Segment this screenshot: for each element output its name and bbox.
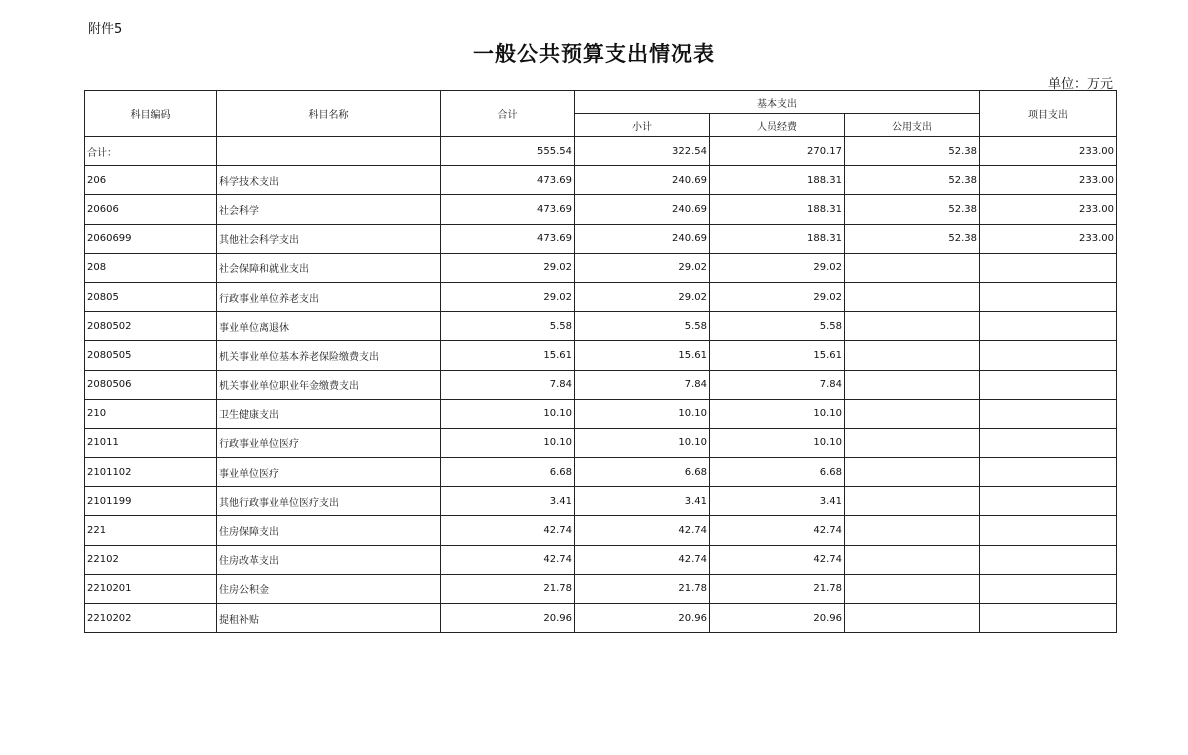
header-basic: 基本支出 [575, 91, 980, 114]
cell-personnel: 29.02 [710, 253, 845, 282]
table-row [85, 516, 1117, 545]
cell-total: 20.96 [441, 604, 575, 633]
cell-code: 2101102 [85, 458, 217, 487]
cell-name: 社会科学 [217, 195, 441, 224]
cell-name: 其他社会科学支出 [217, 224, 441, 253]
cell-project: 233.00 [980, 137, 1117, 166]
table-row [85, 545, 1117, 574]
cell-name: 住房公积金 [217, 574, 441, 603]
cell-personnel: 10.10 [710, 399, 845, 428]
cell-code: 206 [85, 166, 217, 195]
header-code: 科目编码 [85, 91, 217, 137]
header-subtotal: 小计 [575, 114, 710, 137]
cell-name: 其他行政事业单位医疗支出 [217, 487, 441, 516]
cell-name: 卫生健康支出 [217, 399, 441, 428]
cell-public [845, 341, 980, 370]
cell-subtotal: 7.84 [575, 370, 710, 399]
table-row [85, 282, 1117, 311]
cell-personnel: 21.78 [710, 574, 845, 603]
cell-total: 473.69 [441, 224, 575, 253]
cell-total: 29.02 [441, 253, 575, 282]
table-row [85, 137, 1117, 166]
cell-total: 6.68 [441, 458, 575, 487]
cell-public [845, 487, 980, 516]
table-row [85, 370, 1117, 399]
cell-project [980, 574, 1117, 603]
cell-code: 20606 [85, 195, 217, 224]
cell-subtotal: 20.96 [575, 604, 710, 633]
cell-subtotal: 10.10 [575, 399, 710, 428]
cell-subtotal: 21.78 [575, 574, 710, 603]
cell-public: 52.38 [845, 137, 980, 166]
cell-public [845, 516, 980, 545]
cell-subtotal: 6.68 [575, 458, 710, 487]
cell-public [845, 604, 980, 633]
cell-name: 住房保障支出 [217, 516, 441, 545]
table-row [85, 458, 1117, 487]
cell-code: 2080502 [85, 312, 217, 341]
page-title: 一般公共预算支出情况表 [473, 41, 715, 66]
cell-code: 2210202 [85, 604, 217, 633]
cell-name: 社会保障和就业支出 [217, 253, 441, 282]
table-row [85, 312, 1117, 341]
cell-public [845, 370, 980, 399]
cell-name: 行政事业单位养老支出 [217, 282, 441, 311]
cell-subtotal: 3.41 [575, 487, 710, 516]
cell-code: 2210201 [85, 574, 217, 603]
cell-total: 7.84 [441, 370, 575, 399]
cell-name: 行政事业单位医疗 [217, 428, 441, 457]
cell-personnel: 3.41 [710, 487, 845, 516]
table-row [85, 166, 1117, 195]
header-public: 公用支出 [845, 114, 980, 137]
cell-project [980, 604, 1117, 633]
cell-personnel: 188.31 [710, 166, 845, 195]
cell-total: 10.10 [441, 428, 575, 457]
cell-personnel: 270.17 [710, 137, 845, 166]
cell-personnel: 20.96 [710, 604, 845, 633]
unit-label: 单位：万元 [1047, 77, 1113, 92]
cell-subtotal: 29.02 [575, 282, 710, 311]
cell-subtotal: 240.69 [575, 166, 710, 195]
table-body [85, 137, 1117, 633]
cell-code: 2060699 [85, 224, 217, 253]
cell-subtotal: 240.69 [575, 224, 710, 253]
cell-total: 42.74 [441, 516, 575, 545]
header-total: 合计 [441, 91, 575, 137]
cell-public [845, 574, 980, 603]
cell-project [980, 370, 1117, 399]
cell-subtotal: 5.58 [575, 312, 710, 341]
cell-public [845, 253, 980, 282]
table-row [85, 253, 1117, 282]
cell-project [980, 282, 1117, 311]
cell-code: 2080505 [85, 341, 217, 370]
cell-subtotal: 240.69 [575, 195, 710, 224]
cell-subtotal: 42.74 [575, 516, 710, 545]
cell-personnel: 42.74 [710, 516, 845, 545]
cell-personnel: 42.74 [710, 545, 845, 574]
table-row [85, 428, 1117, 457]
cell-project [980, 312, 1117, 341]
table-row [85, 224, 1117, 253]
cell-personnel: 29.02 [710, 282, 845, 311]
cell-project [980, 458, 1117, 487]
budget-table [84, 90, 1117, 633]
cell-public [845, 545, 980, 574]
cell-public [845, 428, 980, 457]
cell-total: 473.69 [441, 195, 575, 224]
cell-personnel: 10.10 [710, 428, 845, 457]
cell-code: 21011 [85, 428, 217, 457]
cell-public [845, 458, 980, 487]
cell-personnel: 6.68 [710, 458, 845, 487]
cell-total: 555.54 [441, 137, 575, 166]
cell-total: 3.41 [441, 487, 575, 516]
cell-name: 事业单位离退休 [217, 312, 441, 341]
cell-subtotal: 15.61 [575, 341, 710, 370]
table-row [85, 604, 1117, 633]
cell-total: 42.74 [441, 545, 575, 574]
cell-code: 20805 [85, 282, 217, 311]
cell-code: 2080506 [85, 370, 217, 399]
cell-name: 事业单位医疗 [217, 458, 441, 487]
cell-code: 208 [85, 253, 217, 282]
cell-code: 22102 [85, 545, 217, 574]
cell-total: 29.02 [441, 282, 575, 311]
cell-public [845, 282, 980, 311]
cell-personnel: 5.58 [710, 312, 845, 341]
cell-name: 机关事业单位基本养老保险缴费支出 [217, 341, 441, 370]
cell-subtotal: 42.74 [575, 545, 710, 574]
cell-subtotal: 29.02 [575, 253, 710, 282]
cell-name: 住房改革支出 [217, 545, 441, 574]
table-row [85, 487, 1117, 516]
cell-project: 233.00 [980, 195, 1117, 224]
cell-code: 221 [85, 516, 217, 545]
cell-total: 5.58 [441, 312, 575, 341]
cell-public [845, 399, 980, 428]
table-row [85, 341, 1117, 370]
cell-project: 233.00 [980, 224, 1117, 253]
cell-code: 210 [85, 399, 217, 428]
cell-personnel: 15.61 [710, 341, 845, 370]
cell-name [217, 137, 441, 166]
cell-project [980, 341, 1117, 370]
cell-total: 15.61 [441, 341, 575, 370]
table-row [85, 574, 1117, 603]
cell-total: 10.10 [441, 399, 575, 428]
header-personnel: 人员经费 [710, 114, 845, 137]
cell-total: 473.69 [441, 166, 575, 195]
cell-project [980, 487, 1117, 516]
attachment-label: 附件5 [88, 22, 123, 37]
table-row [85, 399, 1117, 428]
cell-code: 合计： [85, 137, 217, 166]
cell-name: 科学技术支出 [217, 166, 441, 195]
header-project: 项目支出 [980, 91, 1117, 137]
cell-code: 2101199 [85, 487, 217, 516]
cell-public: 52.38 [845, 166, 980, 195]
cell-public [845, 312, 980, 341]
cell-personnel: 188.31 [710, 195, 845, 224]
cell-personnel: 7.84 [710, 370, 845, 399]
cell-public: 52.38 [845, 224, 980, 253]
cell-subtotal: 322.54 [575, 137, 710, 166]
cell-public: 52.38 [845, 195, 980, 224]
cell-project [980, 516, 1117, 545]
header-name: 科目名称 [217, 91, 441, 137]
cell-project [980, 399, 1117, 428]
cell-project: 233.00 [980, 166, 1117, 195]
cell-project [980, 428, 1117, 457]
cell-personnel: 188.31 [710, 224, 845, 253]
cell-total: 21.78 [441, 574, 575, 603]
cell-subtotal: 10.10 [575, 428, 710, 457]
cell-project [980, 545, 1117, 574]
cell-project [980, 253, 1117, 282]
cell-name: 提租补贴 [217, 604, 441, 633]
table-row [85, 195, 1117, 224]
cell-name: 机关事业单位职业年金缴费支出 [217, 370, 441, 399]
